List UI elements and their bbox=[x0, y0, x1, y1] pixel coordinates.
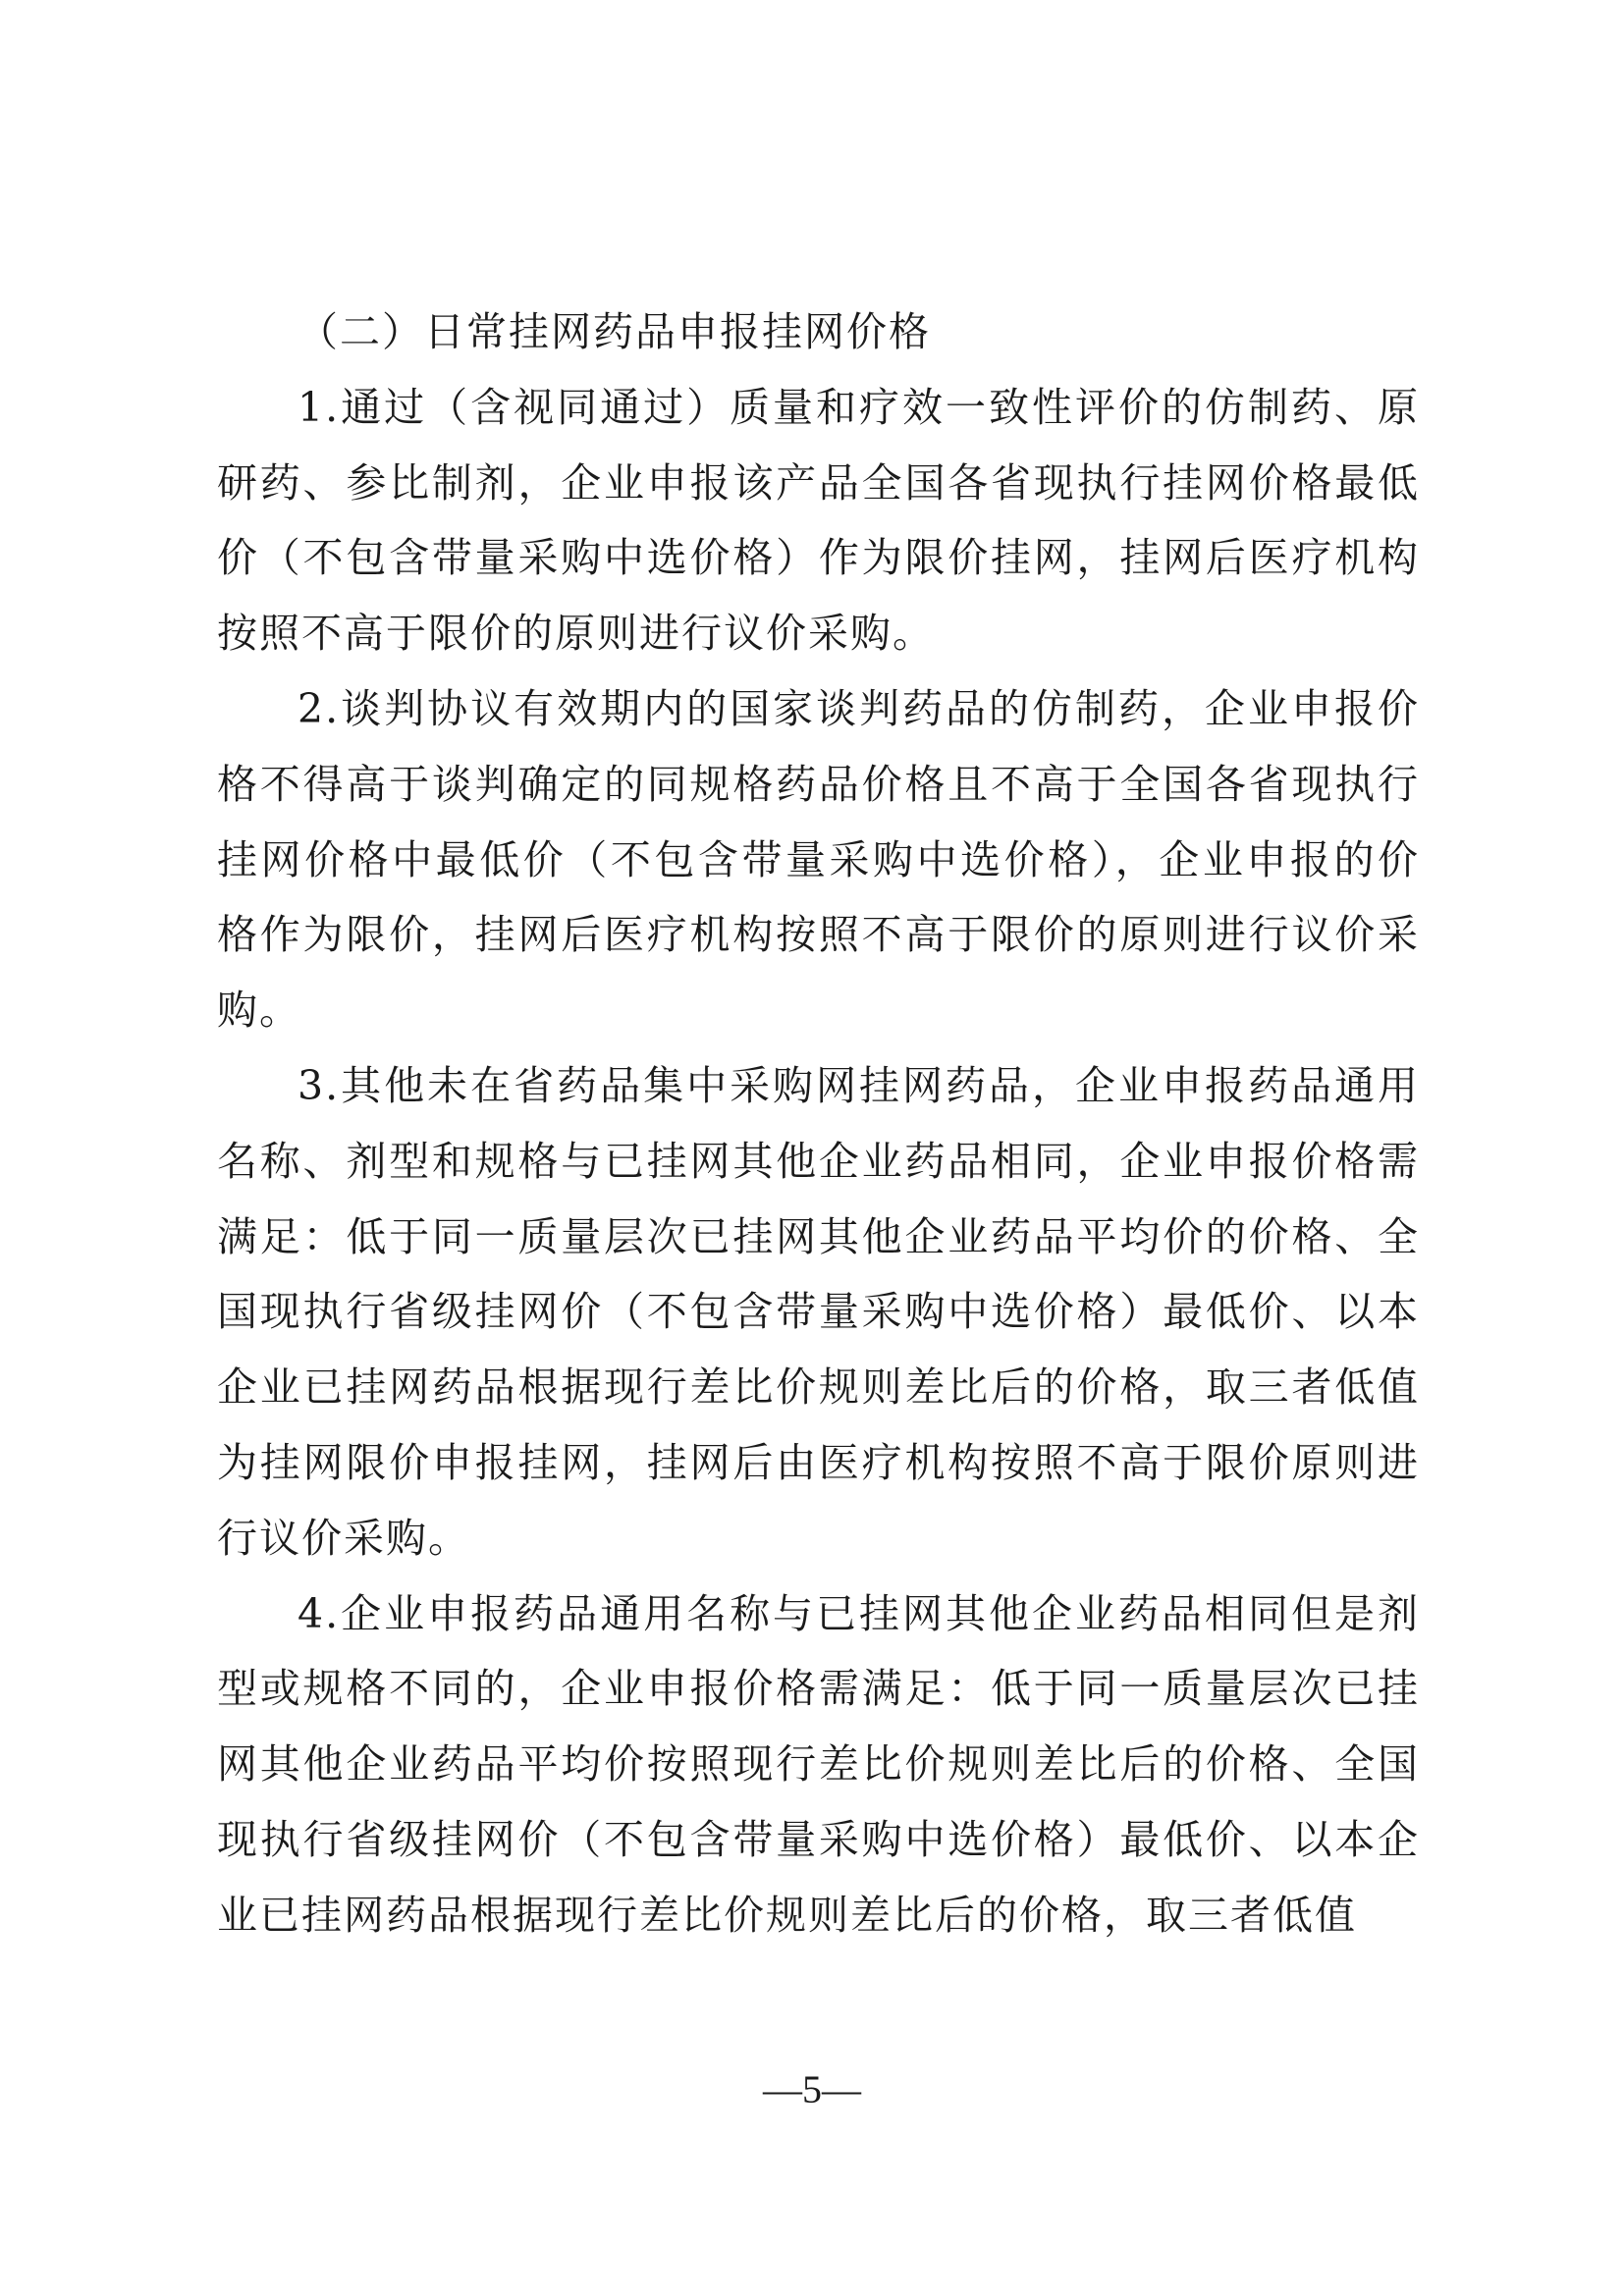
paragraph-4: 4.企业申报药品通用名称与已挂网其他企业药品相同但是剂型或规格不同的，企业申报价格需满足：低于同一质量层次已挂网其他企业药品平均价按照现行差比价规则差比后的价格、全国现执行省级挂网价（不包含带量采购中选价格）最低价、以本企业已挂网药品根据现行差比价规则差比后的价格，取三者低值 bbox=[217, 1589, 1420, 1939]
section-title: （二）日常挂网药品申报挂网价格 bbox=[298, 308, 931, 355]
page-number: —5— bbox=[763, 2067, 861, 2111]
paragraph-3: 3.其他未在省药品集中采购网挂网药品，企业申报药品通用名称、剂型和规格与已挂网其他企业药品相同，企业申报价格需满足：低于同一质量层次已挂网其他企业药品平均价的价格、全国现执行省级挂网价（不包含带量采购中选价格）最低价、以本企业已挂网药品根据现行差比价规则差比后的价格，取三者低值为挂网限价申报挂网，挂网后由医疗机构按照不高于限价原则进行议价采购。 bbox=[217, 1061, 1420, 1562]
document-body bbox=[217, 294, 1420, 1953]
paragraph-2: 2.谈判协议有效期内的国家谈判药品的仿制药，企业申报价格不得高于谈判确定的同规格药品价格且不高于全国各省现执行挂网价格中最低价（不包含带量采购中选价格），企业申报的价格作为限价，挂网后医疗机构按照不高于限价的原则进行议价采购。 bbox=[217, 684, 1420, 1035]
paragraph-1: 1.通过（含视同通过）质量和疗效一致性评价的仿制药、原研药、参比制剂，企业申报该产品全国各省现执行挂网价格最低价（不包含带量采购中选价格）作为限价挂网，挂网后医疗机构按照不高于限价的原则进行议价采购。 bbox=[217, 383, 1420, 658]
